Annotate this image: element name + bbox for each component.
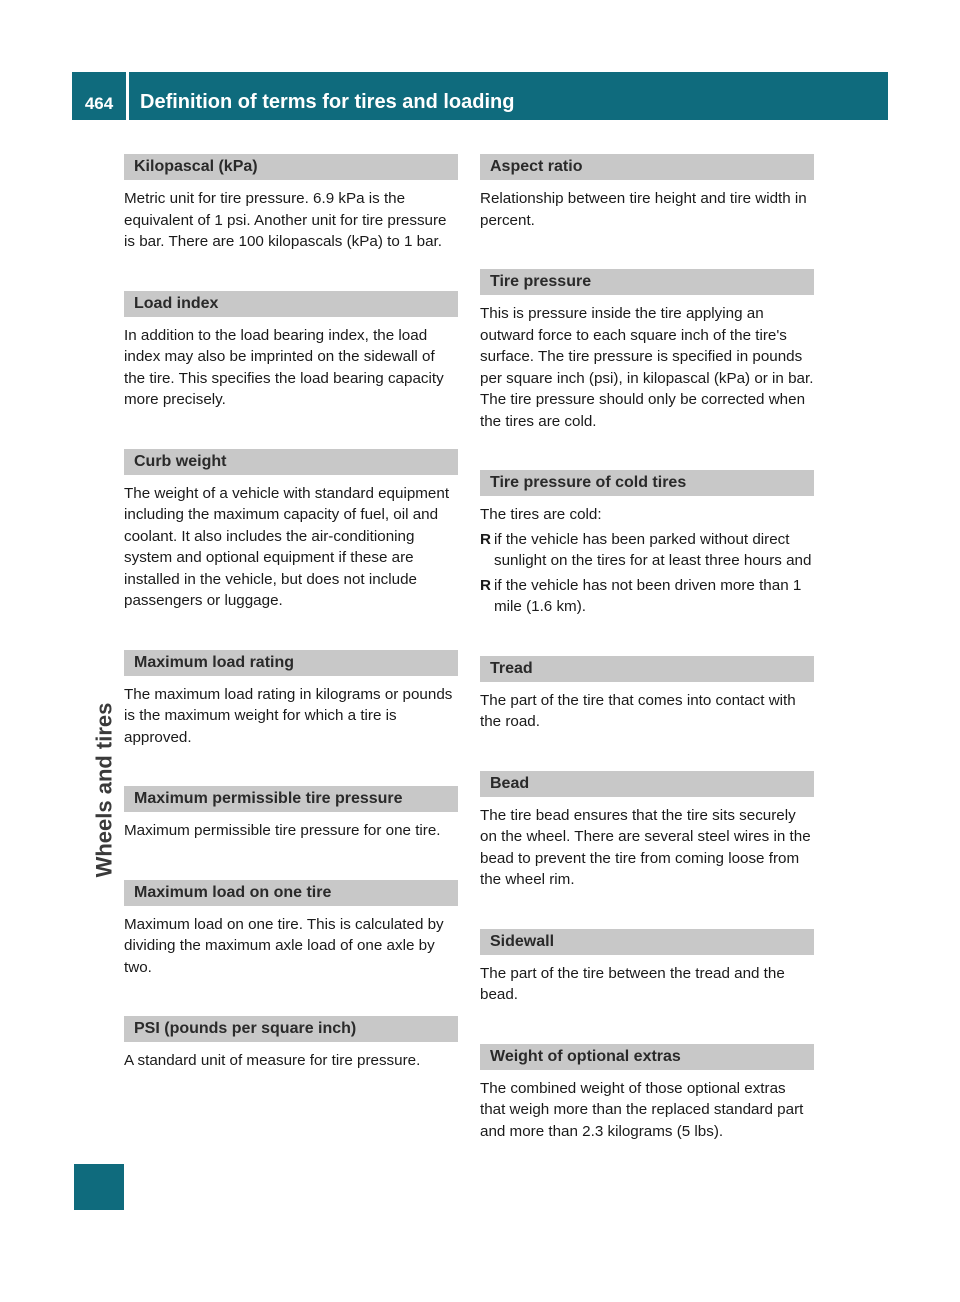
term-definition: The part of the tire that comes into contact with the road. xyxy=(480,691,796,730)
term-definition: The tire bead ensures that the tire sits securely on the wheel. There are several steel wires in the bead to prevent the tire from coming loose from the wheel rim. xyxy=(480,806,811,888)
term-definition: A standard unit of measure for tire pressure. xyxy=(124,1052,421,1069)
list-item-text: if the vehicle has been parked without direct sunlight on the tires for at least three hours and xyxy=(494,530,812,569)
term-definition: Metric unit for tire pressure. 6.9 kPa is the equivalent of 1 psi. Another unit for tire pressure is bar. There are 100 kilopascals (kPa) to 1 bar. xyxy=(124,190,447,250)
term-heading: Curb weight xyxy=(124,449,458,475)
side-tab-label: Wheels and tires xyxy=(91,702,116,878)
term-definition: Relationship between tire height and tire width in percent. xyxy=(480,190,807,229)
term-maximum-load-on-one-tire xyxy=(124,880,458,979)
side-tab xyxy=(84,580,124,1000)
list-item xyxy=(480,575,814,618)
term-tire-pressure-of-cold-tires xyxy=(480,470,814,618)
term-heading: Kilopascal (kPa) xyxy=(124,154,458,180)
term-heading: Tire pressure xyxy=(480,269,814,295)
term-curb-weight xyxy=(124,449,458,612)
term-heading: Weight of optional extras xyxy=(480,1044,814,1070)
term-definition: The maximum load rating in kilograms or pounds is the maximum weight for which a tire is approved. xyxy=(124,685,453,746)
term-definition: Maximum permissible tire pressure for one tire. xyxy=(124,822,441,839)
header-divider xyxy=(126,72,129,120)
page-number: 464 xyxy=(84,94,114,113)
bullet-icon: R xyxy=(480,576,491,594)
term-tread xyxy=(480,656,814,733)
term-weight-of-optional-extras xyxy=(480,1044,814,1143)
list-item xyxy=(480,529,814,572)
term-intro: The tires are cold: xyxy=(480,506,602,523)
term-heading: Tread xyxy=(480,656,814,682)
term-heading: Tire pressure of cold tires xyxy=(480,470,814,496)
term-heading: Maximum permissible tire pressure xyxy=(124,786,458,812)
term-maximum-permissible-tire-pressure xyxy=(124,786,458,842)
term-definition: In addition to the load bearing index, the load index may also be imprinted on the sidewall of the tire. This specifies the load bearing capacity more precisely. xyxy=(124,326,444,408)
term-heading: Sidewall xyxy=(480,929,814,955)
term-definition: The weight of a vehicle with standard equipment including the maximum capacity of fuel, oil and coolant. It also includes the air-conditioning system and optional equipment if these are installed in the vehicle, but does not include passengers or luggage. xyxy=(124,484,450,609)
term-aspect-ratio xyxy=(480,154,814,231)
page-title: Definition of terms for tires and loading xyxy=(140,91,515,113)
term-load-index xyxy=(124,291,458,411)
term-tire-pressure xyxy=(480,269,814,432)
term-maximum-load-rating xyxy=(124,650,458,749)
term-bead xyxy=(480,771,814,891)
condition-list xyxy=(480,529,814,618)
term-heading: PSI (pounds per square inch) xyxy=(124,1016,458,1042)
list-item-text: if the vehicle has not been driven more than 1 mile (1.6 km). xyxy=(494,576,802,615)
term-definition: This is pressure inside the tire applying an outward force to each square inch of the tire's surface. The tire pressure is specified in pounds per square inch (psi), in kilopascal (kPa) or in bar. The tire pressure should only be corrected when the tires are cold. xyxy=(480,305,814,430)
left-column xyxy=(124,154,458,1110)
term-psi xyxy=(124,1016,458,1072)
term-heading: Bead xyxy=(480,771,814,797)
right-column xyxy=(480,154,814,1180)
term-definition: The combined weight of those optional extras that weigh more than the replaced standard part and more than 2.3 kilograms (5 lbs). xyxy=(480,1079,804,1140)
term-kilopascal xyxy=(124,154,458,253)
bullet-icon: R xyxy=(480,530,491,548)
term-definition: The part of the tire between the tread and the bead. xyxy=(480,964,785,1003)
term-sidewall xyxy=(480,929,814,1006)
side-tab-marker xyxy=(74,1164,124,1210)
term-heading: Maximum load rating xyxy=(124,650,458,676)
term-heading: Load index xyxy=(124,291,458,317)
term-definition: Maximum load on one tire. This is calculated by dividing the maximum axle load of one axle by two. xyxy=(124,915,444,976)
term-heading: Aspect ratio xyxy=(480,154,814,180)
term-heading: Maximum load on one tire xyxy=(124,880,458,906)
